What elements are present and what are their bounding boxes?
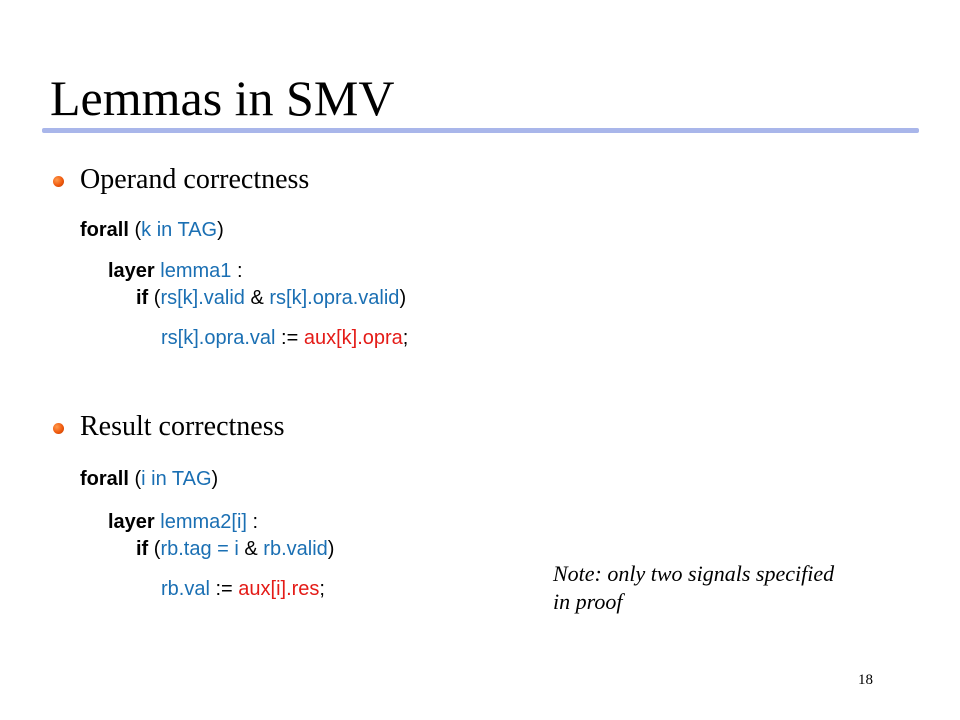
code-keyword: layer — [108, 260, 155, 282]
code-punct: & — [244, 287, 270, 309]
bullet-icon — [53, 423, 64, 434]
section-heading-result: Result correctness — [80, 411, 285, 442]
code-punct: : — [231, 260, 243, 282]
code-paren: ) — [217, 219, 224, 241]
code-operator: := — [209, 578, 239, 600]
code-identifier: rb.tag = i — [160, 538, 239, 560]
code-identifier: rb.valid — [263, 538, 328, 560]
code-identifier: lemma1 — [160, 260, 232, 282]
code-operator: := — [275, 327, 304, 349]
code-aux-ref: aux[i].res — [238, 578, 320, 600]
code-punct: : — [246, 511, 259, 533]
code-paren: ) — [327, 538, 335, 560]
code-identifier: lemma2[i] — [160, 511, 247, 533]
code-paren: ) — [399, 287, 407, 309]
code-keyword: if — [136, 287, 149, 309]
code-identifier: rs[k].valid — [160, 287, 245, 309]
code-keyword: if — [136, 538, 149, 560]
code-line-forall-1 — [80, 217, 224, 243]
code-identifier: rs[k].opra.val — [161, 327, 276, 349]
bullet-icon — [53, 176, 64, 187]
title-underline — [42, 128, 919, 133]
code-identifier: k in TAG — [141, 219, 218, 241]
code-punct: & — [238, 538, 264, 560]
code-identifier: rs[k].opra.valid — [269, 287, 400, 309]
code-punct: ; — [319, 578, 325, 600]
proof-note-line: Note: only two signals specified — [553, 561, 835, 586]
code-keyword: layer — [108, 511, 155, 533]
code-line-if-1 — [136, 285, 406, 311]
code-keyword: forall — [80, 219, 129, 241]
code-paren: ( — [153, 287, 161, 309]
code-identifier: i in TAG — [141, 468, 212, 490]
proof-note-line: in proof — [553, 589, 623, 614]
code-paren: ( — [134, 219, 142, 241]
code-paren: ) — [211, 468, 219, 490]
code-line-if-2 — [136, 536, 334, 562]
code-paren: ( — [153, 538, 161, 560]
code-identifier: rb.val — [161, 578, 210, 600]
section-heading-operand: Operand correctness — [80, 164, 310, 195]
code-line-assign-1 — [161, 325, 408, 351]
code-punct: ; — [402, 327, 409, 349]
slide-title: Lemmas in SMV — [50, 70, 395, 126]
code-line-assign-2 — [161, 576, 325, 602]
code-line-layer-2 — [108, 509, 258, 535]
code-paren: ( — [134, 468, 142, 490]
page-number: 18 — [858, 672, 873, 688]
code-line-forall-2 — [80, 466, 218, 492]
code-aux-ref: aux[k].opra — [303, 327, 403, 349]
proof-note — [553, 560, 834, 616]
code-line-layer-1 — [108, 258, 243, 284]
code-keyword: forall — [80, 468, 129, 490]
